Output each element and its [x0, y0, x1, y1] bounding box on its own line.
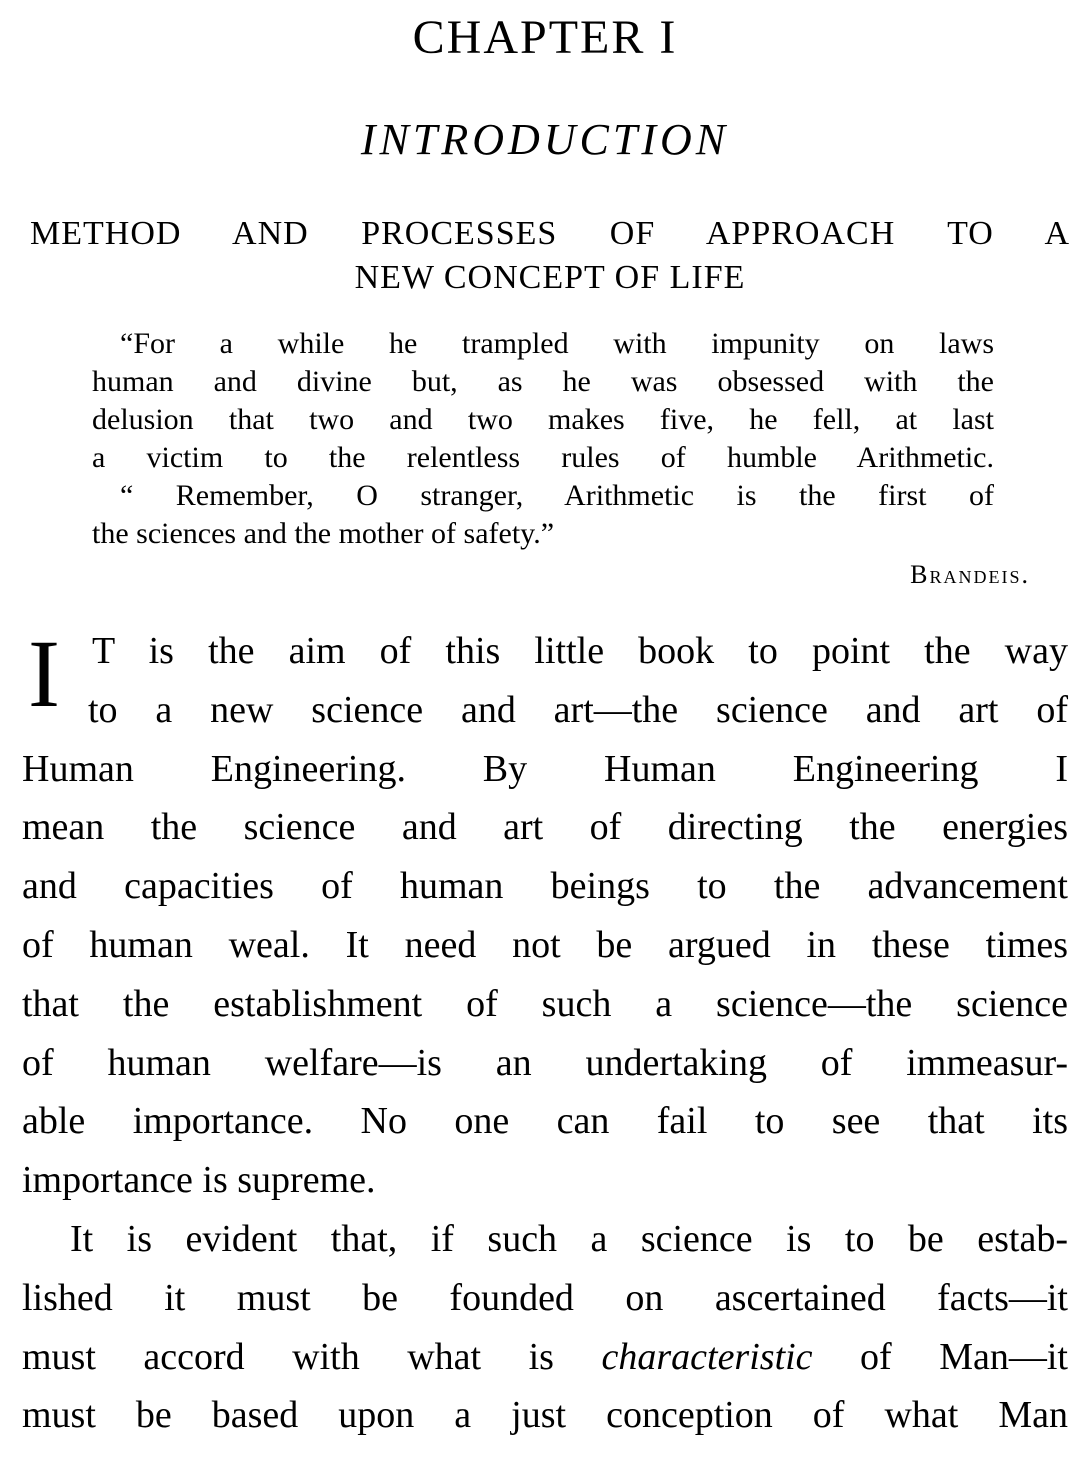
paragraph-line: to a new science and art—the science and art of — [88, 688, 1068, 731]
epigraph-line: delusion that two and two makes five, he fell, at last — [92, 403, 994, 436]
paragraph-line: of human weal. It need not be argued in these times — [22, 923, 1068, 966]
paragraph-line — [22, 1328, 1068, 1387]
subtitle-line-2: NEW CONCEPT OF LIFE — [354, 259, 746, 296]
epigraph-attribution: Brandeis. — [910, 560, 1030, 589]
paragraph-line: Human Engineering. By Human Engineering I — [22, 747, 1068, 790]
paragraph-line: that the establishment of such a science—the science — [22, 982, 1068, 1025]
epigraph-line: the sciences and the mother of safety.” — [92, 517, 555, 550]
chapter-title: INTRODUCTION — [360, 115, 730, 164]
paragraph-line: able importance. No one can fail to see that its — [22, 1100, 1068, 1143]
epigraph-line: “ Remember, O stranger, Arithmetic is the first of — [120, 479, 994, 512]
paragraph-line: It is evident that, if such a science is to be estab- — [70, 1217, 1068, 1260]
text-run: of Man—it — [812, 1335, 1068, 1378]
paragraph-line: lished it must be founded on ascertained facts—it — [22, 1276, 1068, 1319]
epigraph-line: human and divine but, as he was obsessed with the — [92, 365, 994, 398]
paragraph-line: of human welfare—is an undertaking of immeasur- — [22, 1041, 1068, 1084]
epigraph-line: a victim to the relentless rules of humble Arithmetic. — [92, 441, 994, 474]
chapter-subtitle — [30, 212, 1070, 300]
epigraph-line: “For a while he trampled with impunity on laws — [120, 327, 994, 360]
paragraph-line: and capacities of human beings to the advancement — [22, 865, 1068, 908]
paragraph-line: importance is supreme. — [22, 1159, 376, 1202]
text-run: must accord with what is — [22, 1335, 602, 1378]
emphasis-characteristic: characteristic — [601, 1335, 813, 1378]
body-text — [22, 622, 1068, 1445]
paragraph-line: must be based upon a just conception of what Man — [22, 1394, 1068, 1437]
epigraph — [92, 325, 994, 553]
paragraph-line: T is the aim of this little book to point the way — [92, 630, 1068, 672]
subtitle-line-1: METHOD AND PROCESSES OF APPROACH TO A — [30, 215, 1070, 252]
drop-cap: I — [28, 620, 60, 727]
chapter-heading: CHAPTER I — [412, 11, 678, 64]
paragraph-line: mean the science and art of directing the energies — [22, 806, 1068, 849]
